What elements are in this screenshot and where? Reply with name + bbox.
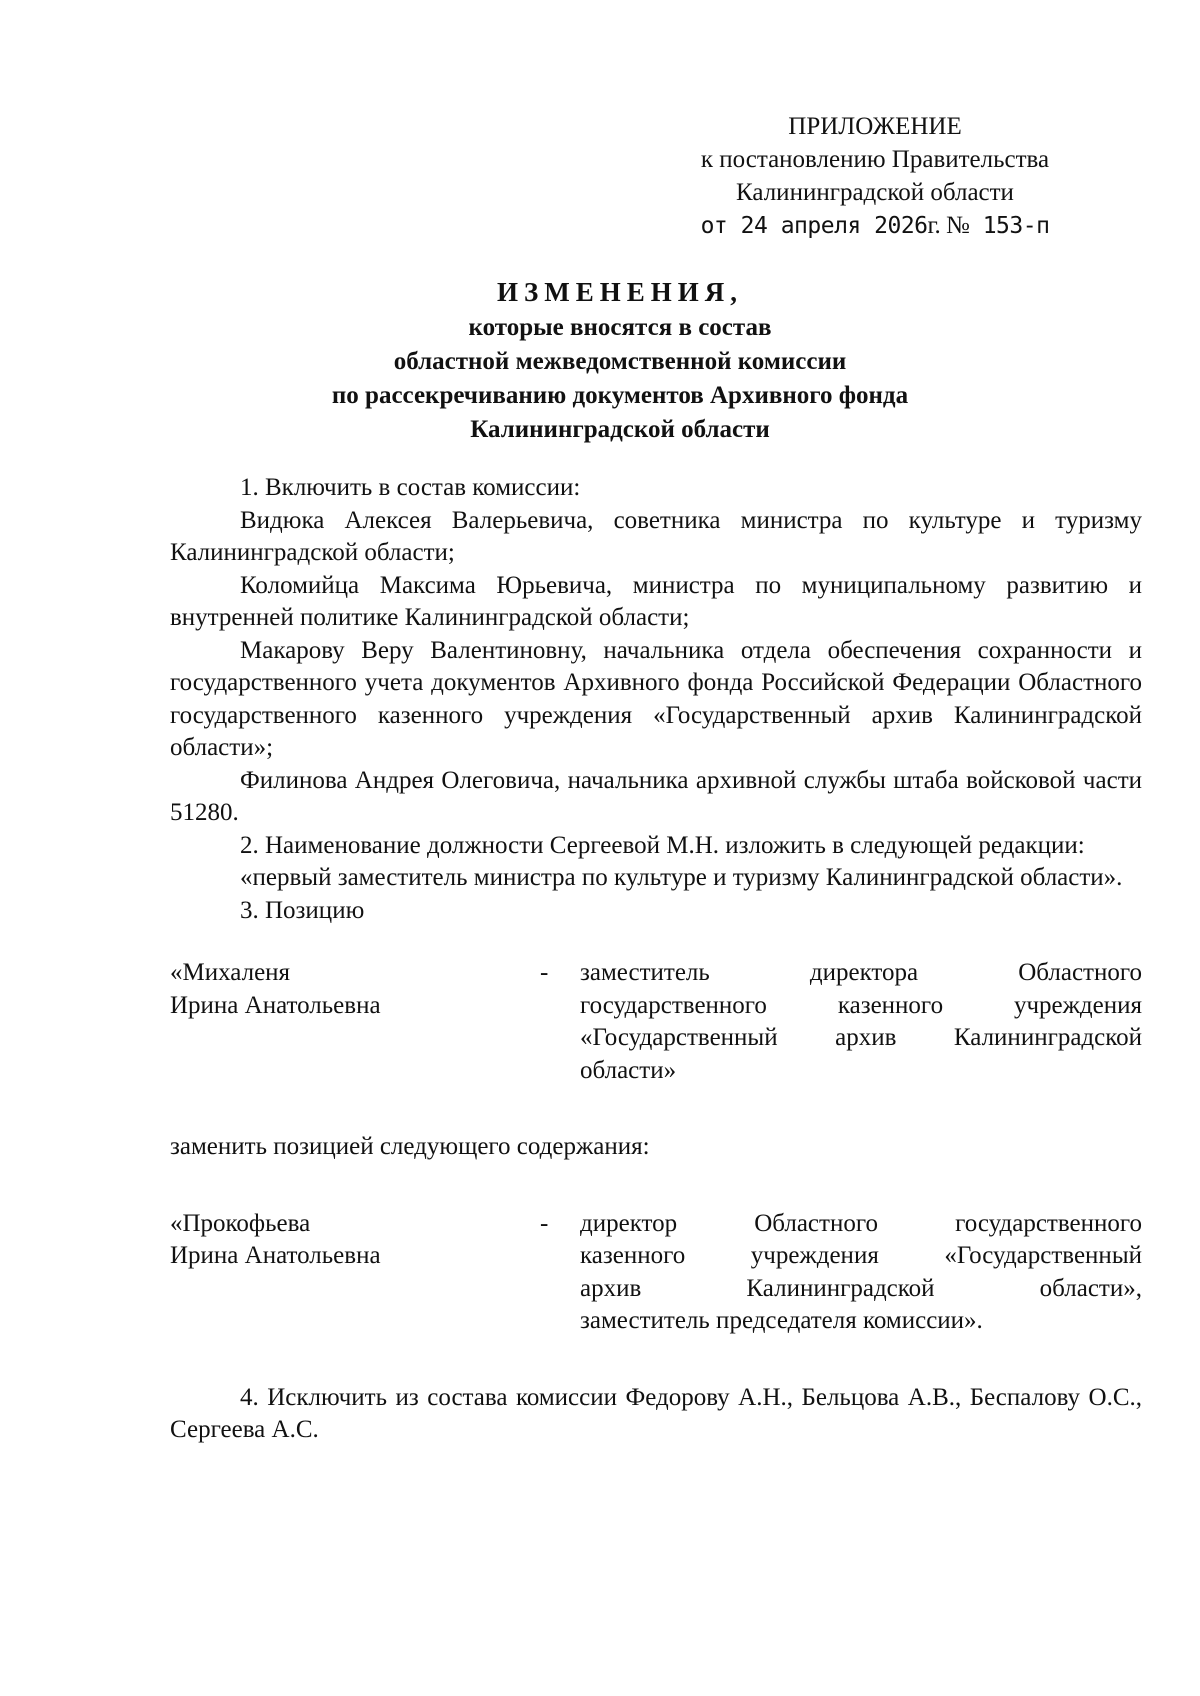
position-old — [170, 957, 1142, 1087]
position-old-description — [580, 957, 1142, 1087]
position-new-desc-line-2: казенного учреждения «Государственный — [580, 1242, 1142, 1269]
heading-line-1: которые вносятся в состав — [468, 314, 772, 341]
spacer — [170, 1087, 1142, 1131]
position-old-desc-line-1: заместитель директора Областного — [580, 959, 1142, 986]
position-new-name — [170, 1208, 540, 1338]
item-1-member-vidyuk: Видюка Алексея Валерьевича, советника министра по культуре и туризму Калининградской области; — [170, 506, 1142, 566]
item-3: 3. Позицию — [240, 896, 365, 924]
heading-line-3: по рассекречиванию документов Архивного фонда — [331, 382, 909, 409]
appendix-title: ПРИЛОЖЕНИЕ — [788, 113, 962, 140]
position-old-name-line-2: Ирина Анатольевна — [170, 991, 381, 1019]
appendix-date — [660, 209, 1090, 243]
position-old-desc-line-4: области» — [580, 1056, 677, 1084]
spacer — [170, 1338, 1142, 1382]
position-old-name — [170, 957, 540, 1087]
item-1-member-kolomiets: Коломийца Максима Юрьевича, министра по муниципальному развитию и внутренней политике Калининградской области; — [170, 571, 1142, 631]
item-2-new-title: «первый заместитель министра по культуре и туризму Калининградской области». — [240, 864, 1123, 891]
appendix-block — [660, 110, 1090, 243]
document-body — [170, 472, 1142, 1447]
document-heading — [170, 275, 1070, 447]
date-year: 2026 — [874, 213, 928, 239]
position-new-desc-line-3: архив Калининградской области», — [580, 1274, 1142, 1302]
date-prefix: от — [700, 213, 728, 239]
appendix-line-1: к постановлению Правительства — [700, 146, 1050, 173]
position-new-name-line-2: Ирина Анатольевна — [170, 1242, 381, 1269]
item-1: 1. Включить в состав комиссии: — [240, 474, 581, 501]
position-new-desc-line-1: директор Областного государственного — [580, 1209, 1142, 1237]
position-new-description — [580, 1208, 1142, 1338]
date-day: 24 — [740, 213, 768, 239]
appendix-line-2: Калининградской области — [736, 179, 1014, 206]
date-month: апреля — [780, 213, 861, 239]
spacer — [170, 927, 1142, 957]
position-new-desc-line-4: заместитель председателя комиссии». — [580, 1307, 983, 1334]
item-1-member-filinov: Филинова Андрея Олеговича, начальника архивной службы штаба войсковой части 51280. — [170, 766, 1142, 826]
position-old-desc-line-2: государственного казенного учреждения — [580, 991, 1142, 1019]
item-3-replace: заменить позицией следующего содержания: — [170, 1133, 650, 1160]
position-old-name-line-1: «Михаленя — [170, 959, 291, 986]
position-old-desc-line-3: «Государственный архив Калининградской — [580, 1024, 1142, 1051]
heading-title: ИЗМЕНЕНИЯ, — [496, 277, 743, 307]
item-2: 2. Наименование должности Сергеевой М.Н. изложить в следующей редакции: — [240, 831, 1085, 859]
position-new — [170, 1208, 1142, 1338]
position-new-name-line-1: «Прокофьева — [170, 1209, 311, 1237]
item-1-member-makarova: Макарову Веру Валентиновну, начальника отдела обеспечения сохранности и государственного учета документов Архивного фонда Российской Федерации Областного государственного казенного учреждения «Государственный архив Калининградской области»; — [170, 636, 1142, 761]
position-old-dash: - — [540, 959, 549, 986]
heading-line-4: Калининградской области — [470, 416, 770, 443]
date-number: 153-п — [982, 213, 1050, 239]
heading-line-2: областной межведомственной комиссии — [393, 348, 847, 375]
spacer — [170, 1164, 1142, 1208]
item-4: 4. Исключить из состава комиссии Федорову А.Н., Бельцова А.В., Беспалову О.С., Сергеева А.С. — [170, 1383, 1142, 1443]
date-year-suffix: г. № — [927, 212, 970, 239]
position-new-dash: - — [540, 1209, 549, 1237]
